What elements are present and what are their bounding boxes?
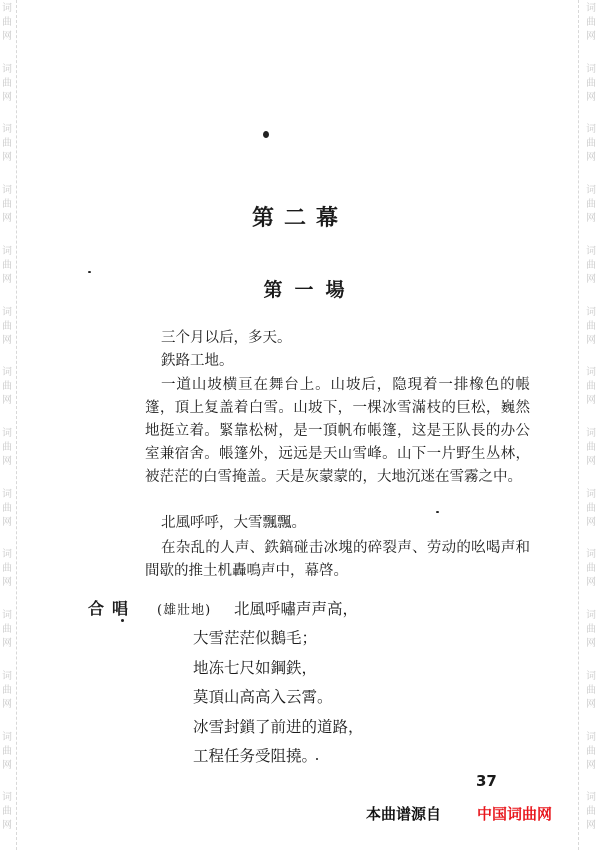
watermark-char: 网 [2, 31, 12, 42]
watermark-group [2, 607, 12, 668]
watermark-char: 词 [586, 245, 596, 257]
watermark-char: 网 [2, 638, 12, 650]
watermark-char: 词 [586, 428, 596, 440]
stage-direction-weather [145, 512, 530, 535]
watermark-char: 词 [2, 428, 12, 440]
watermark-char: 曲 [586, 381, 596, 393]
watermark-char: 词 [586, 124, 596, 136]
watermark-char: 词 [586, 610, 596, 622]
watermark-char: 曲 [586, 502, 596, 514]
watermark-char: 曲 [586, 442, 596, 454]
watermark-char: 网 [2, 273, 12, 285]
watermark-char: 网 [586, 820, 596, 832]
stage-direction-time [145, 327, 530, 350]
watermark-char: 曲 [2, 138, 12, 150]
footer-source-label: 本曲谱源自 [366, 805, 442, 823]
watermark-group [2, 364, 12, 425]
ink-speck [88, 271, 91, 273]
ink-speck [121, 619, 124, 622]
watermark-char: 词 [2, 367, 12, 379]
watermark-char: 词 [2, 245, 12, 257]
watermark-char: 网 [2, 698, 12, 710]
watermark-group [2, 668, 12, 729]
stage-direction-line: 北風呼呼，大雪飄飄。 [161, 515, 306, 531]
watermark-char: 曲 [2, 806, 12, 818]
lyric-line: 冰雪封鎖了前进的道路， [193, 717, 364, 736]
watermark-char: 曲 [586, 624, 596, 636]
watermark-char: 网 [2, 577, 12, 589]
watermark-group [586, 729, 596, 790]
watermark-char: 曲 [2, 502, 12, 514]
left-edge-line [16, 0, 17, 850]
right-edge-line [578, 0, 579, 850]
watermark-group [2, 546, 12, 607]
stage-direction-place [145, 350, 530, 373]
watermark-char: 词 [586, 367, 596, 379]
watermark-char: 曲 [586, 138, 596, 150]
watermark-char: 网 [2, 516, 12, 528]
watermark-char: 词 [2, 124, 12, 136]
watermark-char: 网 [2, 759, 12, 771]
lyric-line: 工程任务受阻撓。 [193, 747, 318, 765]
watermark-char: 曲 [586, 77, 596, 89]
lyric-line: 大雪茫茫似鵝毛； [193, 629, 318, 647]
watermark-char: 网 [586, 577, 596, 589]
watermark-group [2, 425, 12, 486]
watermark-char: 网 [586, 91, 596, 103]
watermark-group [2, 121, 12, 182]
lyric-line: 莫頂山高高入云霄。 [193, 688, 333, 706]
watermark-char: 词 [586, 488, 596, 500]
watermark-group [586, 607, 596, 668]
right-watermark-column [584, 0, 598, 850]
stage-direction-line: 鉄路工地。 [161, 353, 234, 369]
watermark-char: 网 [2, 152, 12, 164]
watermark-group [586, 789, 596, 850]
footer-site-link[interactable]: 中国词曲网 [477, 805, 553, 823]
watermark-char: 网 [586, 334, 596, 346]
watermark-group [2, 0, 12, 61]
lyric-line: 北風呼嘯声声高， [234, 600, 359, 618]
chorus-lyrics [193, 624, 364, 772]
stage-direction-paragraph: 一道山坡横亘在舞台上。山坡后，隐現着一排橡色的帳篷，頂上复盖着白雪。山坡下，一棵冰雪滿枝的巨松，巍然地挺立着。緊靠松树，是一頂帆布帳篷，这是王队長的办公室兼宿舍。帳篷外，远远是天山雪峰。山下一片野生丛林，被茫茫的白雪掩盖。天是灰蒙蒙的，大地沉迷在雪霧之中。 [145, 377, 530, 485]
watermark-char: 曲 [586, 199, 596, 211]
left-watermark-column [0, 0, 14, 850]
watermark-char: 曲 [2, 563, 12, 575]
watermark-char: 曲 [2, 684, 12, 696]
watermark-char: 曲 [2, 745, 12, 757]
watermark-char: 词 [586, 306, 596, 318]
watermark-char: 词 [2, 488, 12, 500]
watermark-group [586, 364, 596, 425]
watermark-char: 曲 [2, 320, 12, 332]
watermark-group [2, 304, 12, 365]
watermark-char: 网 [586, 395, 596, 407]
watermark-char: 曲 [586, 17, 596, 28]
watermark-char: 网 [2, 334, 12, 346]
scene-title: 第一場 [263, 279, 357, 301]
watermark-group [2, 486, 12, 547]
watermark-char: 词 [2, 185, 12, 197]
ink-speck [263, 131, 269, 138]
watermark-group [586, 668, 596, 729]
stage-direction-paragraph: 在杂乱的人声、鉄鎬碰击冰塊的碎裂声、劳动的吆喝声和間歇的推土机轟鳴声中，幕啓。 [145, 540, 530, 579]
stage-direction-curtain [145, 537, 530, 583]
watermark-char: 词 [2, 792, 12, 804]
watermark-char: 词 [586, 63, 596, 75]
watermark-char: 词 [2, 670, 12, 682]
watermark-group [586, 425, 596, 486]
watermark-char: 曲 [2, 624, 12, 636]
watermark-char: 词 [2, 549, 12, 561]
watermark-char: 词 [586, 731, 596, 743]
watermark-char: 词 [2, 63, 12, 75]
watermark-char: 词 [586, 670, 596, 682]
watermark-char: 词 [2, 306, 12, 318]
watermark-char: 网 [2, 395, 12, 407]
watermark-char: 词 [586, 792, 596, 804]
watermark-group [586, 486, 596, 547]
watermark-char: 词 [2, 3, 12, 14]
page-number: 37 [476, 772, 497, 790]
watermark-group [586, 61, 596, 122]
watermark-group [586, 0, 596, 61]
watermark-char: 曲 [586, 320, 596, 332]
watermark-char: 曲 [586, 745, 596, 757]
watermark-char: 词 [2, 610, 12, 622]
watermark-char: 网 [586, 698, 596, 710]
watermark-char: 网 [586, 152, 596, 164]
watermark-char: 网 [586, 31, 596, 42]
watermark-group [586, 546, 596, 607]
watermark-group [2, 729, 12, 790]
stage-direction-scene [145, 374, 530, 489]
watermark-char: 曲 [586, 684, 596, 696]
watermark-char: 曲 [586, 806, 596, 818]
watermark-group [586, 121, 596, 182]
watermark-char: 网 [586, 516, 596, 528]
stage-direction-line: 三个月以后，多天。 [161, 330, 292, 346]
watermark-char: 网 [586, 456, 596, 468]
watermark-char: 曲 [2, 259, 12, 271]
watermark-char: 词 [586, 549, 596, 561]
watermark-char: 网 [2, 91, 12, 103]
watermark-char: 词 [2, 731, 12, 743]
act-title: 第二幕 [251, 205, 348, 231]
watermark-char: 网 [2, 820, 12, 832]
watermark-char: 曲 [2, 381, 12, 393]
watermark-char: 词 [586, 3, 596, 14]
watermark-char: 网 [2, 213, 12, 225]
lyric-line: 地冻七尺如鋼鉄， [193, 658, 318, 677]
watermark-char: 词 [586, 185, 596, 197]
watermark-char: 曲 [2, 77, 12, 89]
watermark-group [2, 61, 12, 122]
watermark-group [586, 304, 596, 365]
watermark-char: 网 [586, 638, 596, 650]
chorus-performance-note: (雄壯地) [157, 603, 212, 618]
watermark-char: 网 [586, 273, 596, 285]
watermark-char: 曲 [586, 259, 596, 271]
watermark-char: 网 [586, 759, 596, 771]
watermark-char: 曲 [2, 199, 12, 211]
watermark-char: 曲 [2, 442, 12, 454]
watermark-group [2, 789, 12, 850]
watermark-char: 网 [2, 456, 12, 468]
chorus-label: 合唱 [88, 599, 137, 618]
watermark-char: 网 [586, 213, 596, 225]
watermark-char: 曲 [586, 563, 596, 575]
watermark-char: 曲 [2, 17, 12, 28]
